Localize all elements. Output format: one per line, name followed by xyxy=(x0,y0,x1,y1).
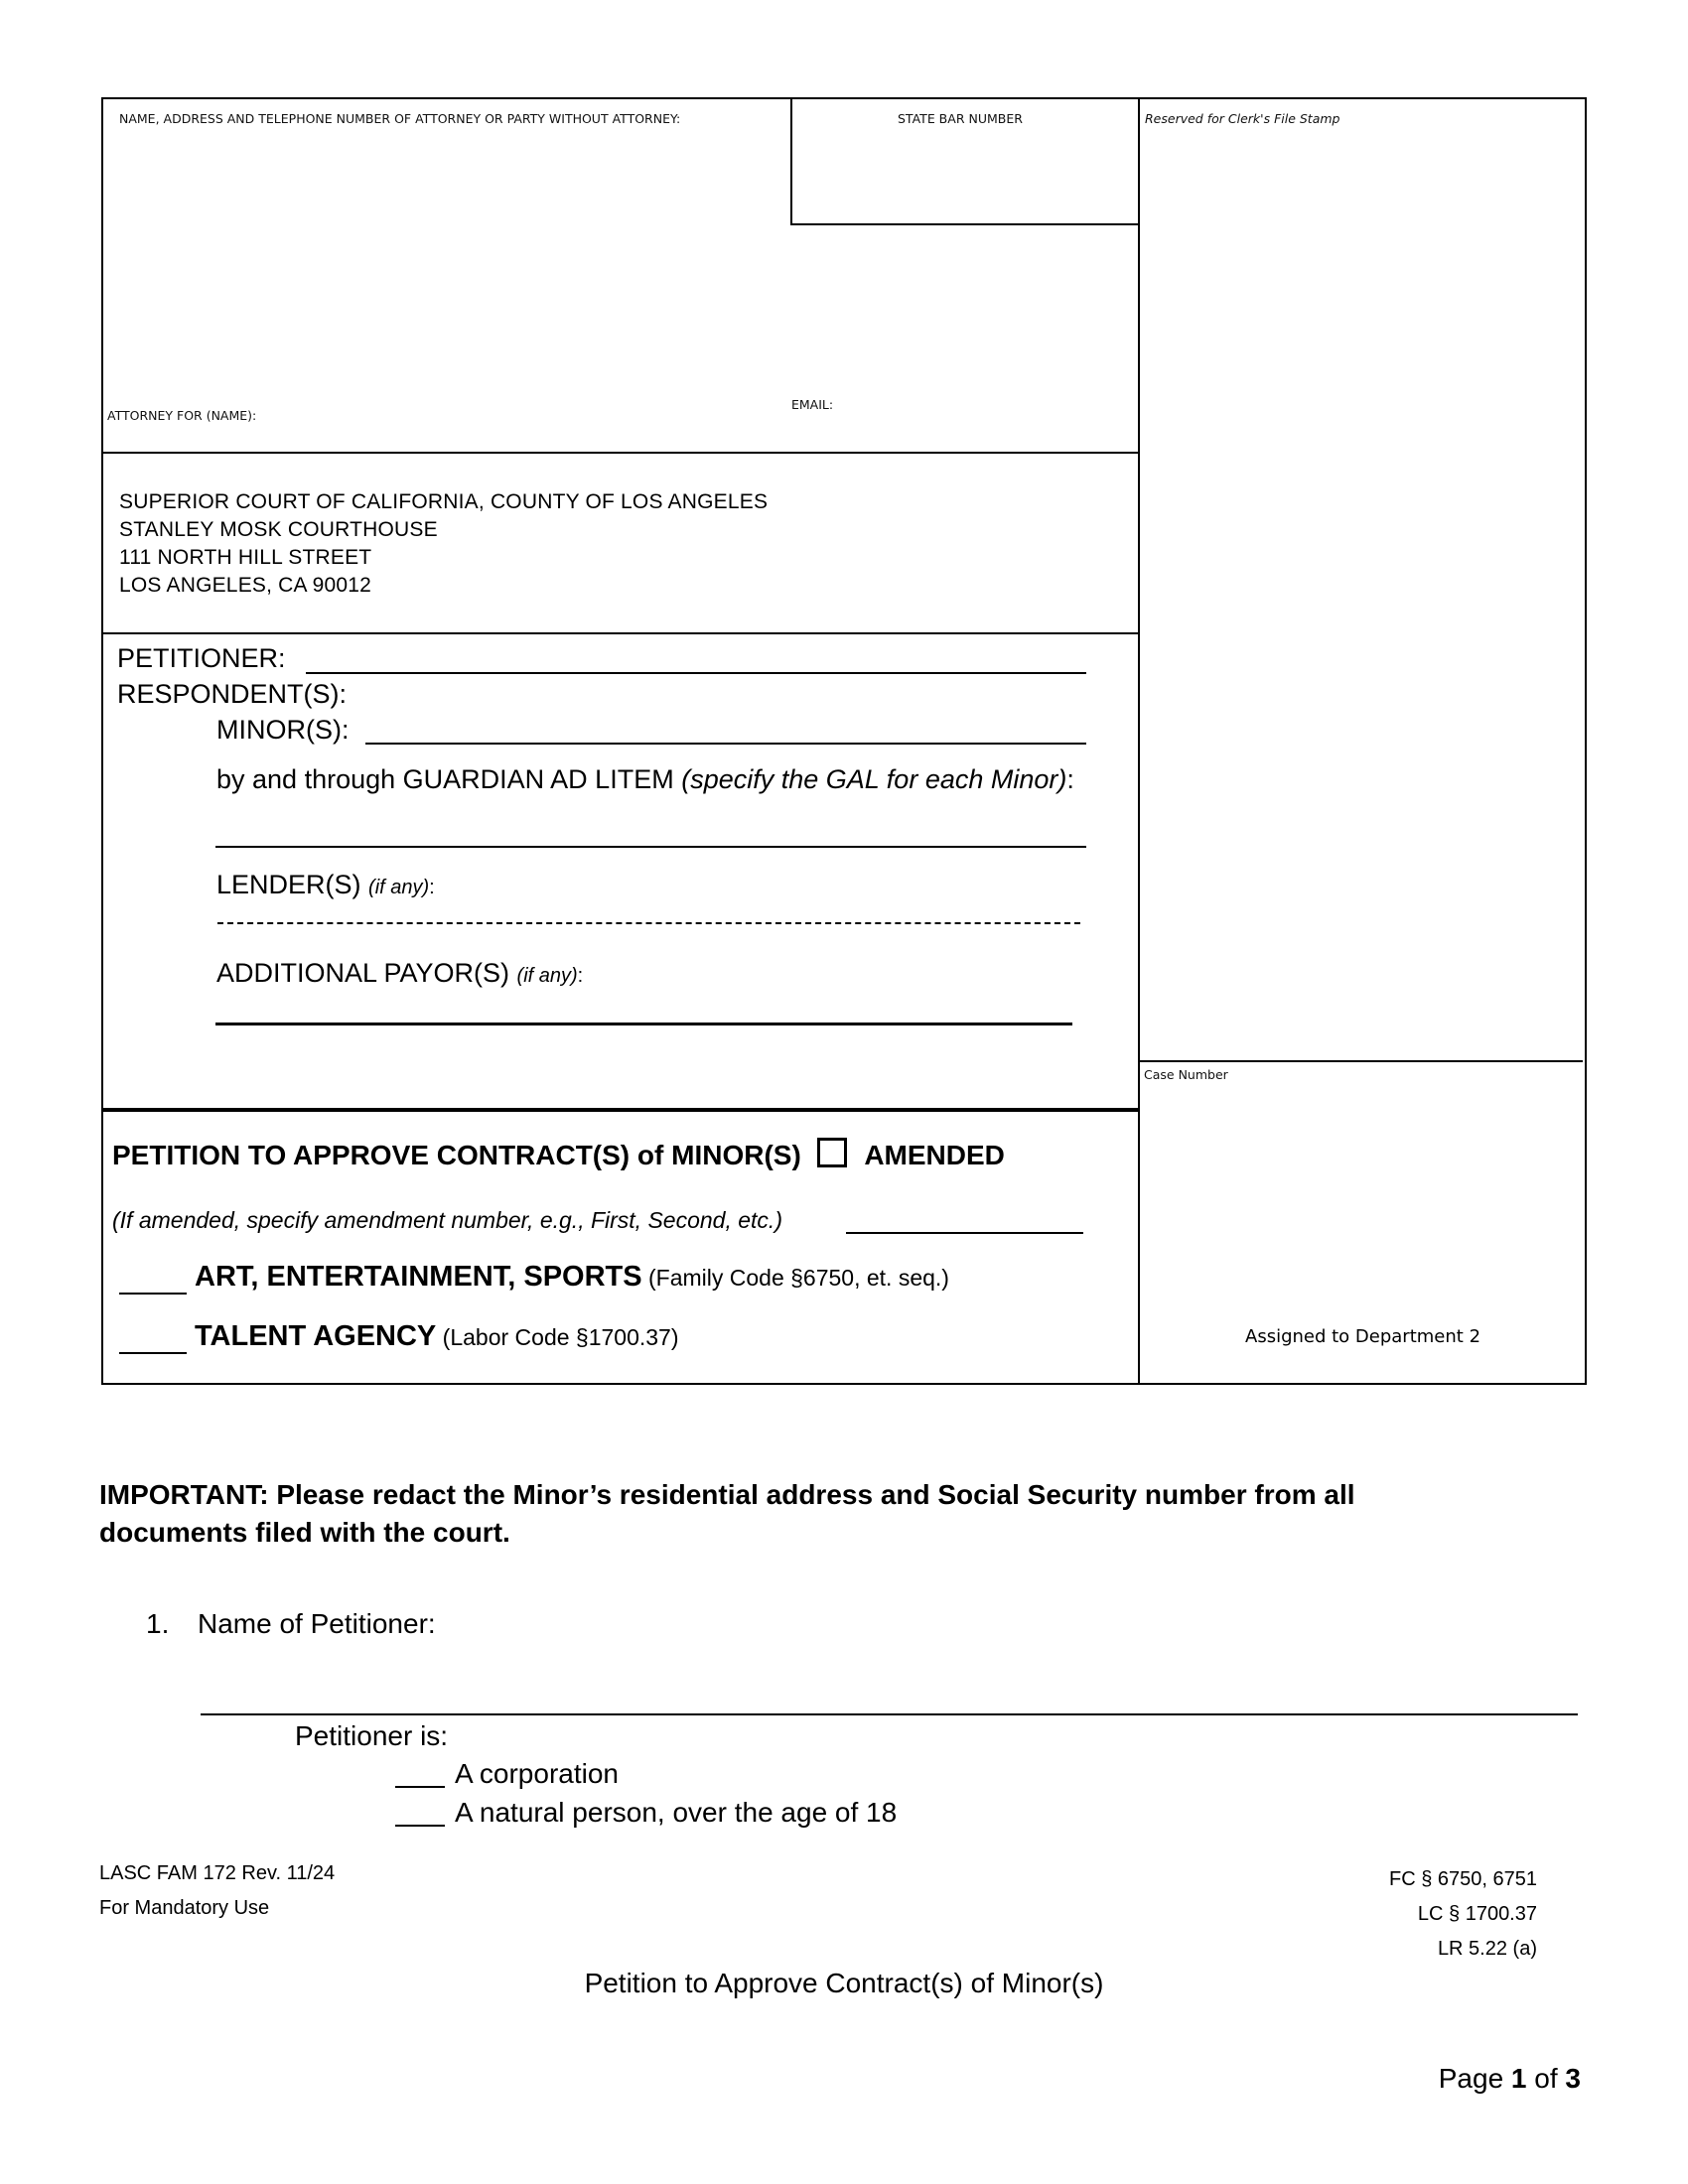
attorney-label: NAME, ADDRESS AND TELEPHONE NUMBER OF ATTORNEY OR PARTY WITHOUT ATTORNEY: xyxy=(119,111,681,126)
court-name: SUPERIOR COURT OF CALIFORNIA, COUNTY OF LOS ANGELES xyxy=(119,490,769,513)
case-number-label: Case Number xyxy=(1144,1067,1228,1082)
corporation-option: A corporation xyxy=(455,1758,619,1789)
petitioner-label: PETITIONER: xyxy=(117,643,286,673)
talent-agency-option xyxy=(195,1320,679,1353)
ref-family-code: FC § 6750, 6751 xyxy=(1389,1868,1537,1890)
form-title-footer: Petition to Approve Contract(s) of Minor(s) xyxy=(584,1968,1104,1998)
respondents-label: RESPONDENT(S): xyxy=(117,679,348,709)
guardian-note: (specify the GAL for each Minor) xyxy=(681,764,1067,794)
amended-checkbox[interactable] xyxy=(817,1138,847,1167)
talent-agency-blank[interactable] xyxy=(119,1352,187,1354)
ref-local-rule: LR 5.22 (a) xyxy=(1437,1938,1537,1960)
item-1-number: 1. xyxy=(146,1608,170,1639)
natural-person-blank[interactable] xyxy=(395,1825,445,1827)
lender-label xyxy=(216,870,435,900)
court-address xyxy=(119,488,768,600)
page-of: of xyxy=(1526,2063,1566,2094)
item-1-label: Name of Petitioner: xyxy=(198,1608,436,1639)
page-word: Page xyxy=(1438,2063,1511,2094)
petitioner-is-label: Petitioner is: xyxy=(295,1720,449,1751)
corporation-blank[interactable] xyxy=(395,1786,445,1788)
state-bar-label: STATE BAR NUMBER xyxy=(898,111,1023,126)
petition-title-text: PETITION TO APPROVE CONTRACT(S) of MINOR(S) xyxy=(112,1140,801,1170)
art-entertainment-blank[interactable] xyxy=(119,1293,187,1295)
assigned-department: Assigned to Department 2 xyxy=(1245,1326,1481,1347)
amendment-number-field[interactable] xyxy=(846,1232,1083,1234)
labor-code-ref: (Labor Code §1700.37) xyxy=(436,1324,679,1350)
guardian-field[interactable] xyxy=(215,846,1086,848)
courthouse-name: STANLEY MOSK COURTHOUSE xyxy=(119,518,438,541)
ref-labor-code: LC § 1700.37 xyxy=(1417,1903,1537,1925)
page-total: 3 xyxy=(1565,2063,1581,2094)
petition-title xyxy=(112,1138,1005,1171)
natural-person-option: A natural person, over the age of 18 xyxy=(455,1797,898,1828)
petitioner-field[interactable] xyxy=(306,672,1086,674)
divider-title xyxy=(101,1108,1140,1112)
amendment-note: (If amended, specify amendment number, e.g., First, Second, etc.) xyxy=(112,1207,782,1233)
lender-colon: : xyxy=(429,877,435,898)
minors-label: MINOR(S): xyxy=(216,715,350,745)
form-id: LASC FAM 172 Rev. 11/24 xyxy=(99,1862,336,1884)
amended-label: AMENDED xyxy=(864,1140,1005,1170)
guardian-text: by and through GUARDIAN AD LITEM xyxy=(216,764,682,794)
divider-attorney xyxy=(101,452,1140,454)
art-entertainment-label: ART, ENTERTAINMENT, SPORTS xyxy=(195,1261,642,1293)
payor-text: ADDITIONAL PAYOR(S) xyxy=(216,958,517,988)
guardian-label xyxy=(216,764,1074,795)
divider-court xyxy=(101,632,1140,634)
minors-field[interactable] xyxy=(365,743,1086,745)
page-number: 1 xyxy=(1510,2063,1527,2094)
attorney-for-label: ATTORNEY FOR (NAME): xyxy=(107,408,257,423)
lender-text: LENDER(S) xyxy=(216,870,369,899)
guardian-colon: : xyxy=(1066,764,1074,794)
lender-field[interactable] xyxy=(217,922,1080,924)
court-city: LOS ANGELES, CA 90012 xyxy=(119,574,372,597)
mandatory-use: For Mandatory Use xyxy=(99,1897,270,1919)
court-street: 111 NORTH HILL STREET xyxy=(119,546,372,569)
page-indicator xyxy=(1439,2063,1581,2095)
petitioner-name-field[interactable] xyxy=(201,1713,1578,1715)
important-notice xyxy=(99,1476,1355,1552)
lender-note: (if any) xyxy=(368,877,430,898)
important-line-1: IMPORTANT: Please redact the Minor’s residential address and Social Security number from all xyxy=(99,1479,1355,1510)
family-code-ref: (Family Code §6750, et. seq.) xyxy=(641,1265,949,1291)
payor-colon: : xyxy=(577,965,584,987)
payor-field[interactable] xyxy=(215,1023,1072,1025)
important-line-2: documents filed with the court. xyxy=(99,1517,510,1548)
payor-note: (if any) xyxy=(516,965,578,987)
statute-refs xyxy=(1389,1862,1537,1967)
clerk-column-divider xyxy=(1138,97,1140,1385)
email-label: EMAIL: xyxy=(791,397,834,412)
payor-label xyxy=(216,958,583,989)
art-entertainment-option xyxy=(195,1261,949,1294)
talent-agency-label: TALENT AGENCY xyxy=(195,1320,437,1352)
divider-case-number xyxy=(1140,1060,1583,1062)
clerk-stamp-label: Reserved for Clerk's File Stamp xyxy=(1145,111,1340,126)
